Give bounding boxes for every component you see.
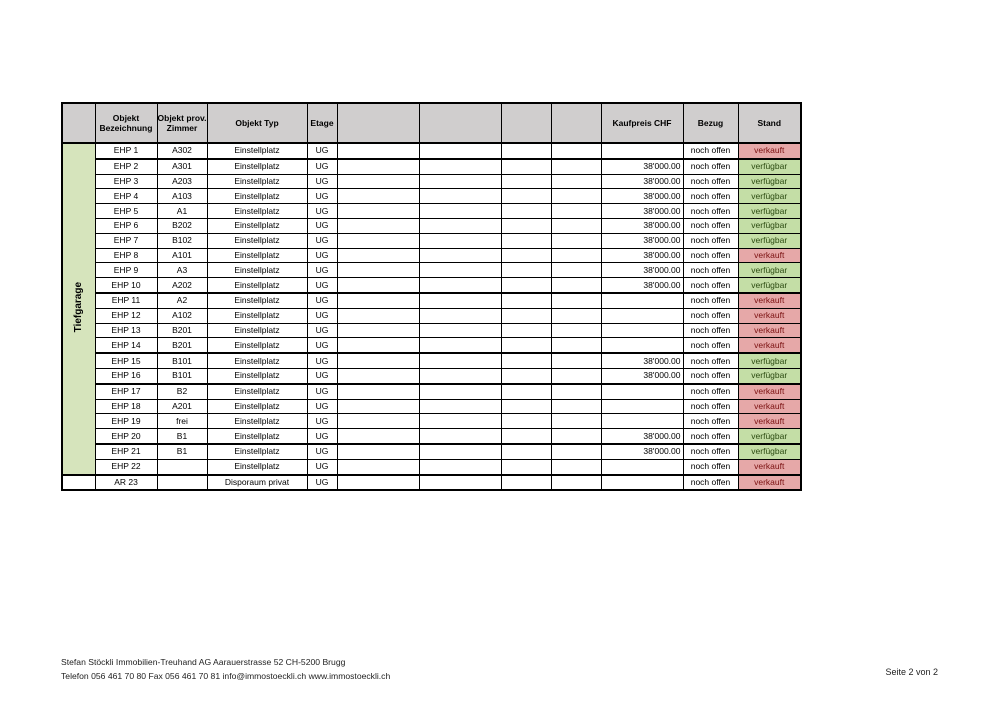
cell-bezeichnung: EHP 9 xyxy=(95,263,157,278)
footer-contact: Telefon 056 461 70 80 Fax 056 461 70 81 info@immostoeckli.ch www.immostoeckli.ch xyxy=(61,671,391,681)
cell-kaufpreis: 38'000.00 xyxy=(601,189,683,204)
cell-blank xyxy=(419,248,501,263)
cell-kaufpreis xyxy=(601,308,683,323)
cell-etage: UG xyxy=(307,159,337,174)
cell-blank xyxy=(337,293,419,308)
cell-zimmer: frei xyxy=(157,414,207,429)
table-row xyxy=(62,414,801,429)
cell-typ: Einstellplatz xyxy=(207,353,307,368)
cell-kaufpreis: 38'000.00 xyxy=(601,233,683,248)
cell-blank xyxy=(551,248,601,263)
header-stand: Stand xyxy=(738,103,801,143)
cell-typ: Einstellplatz xyxy=(207,368,307,383)
cell-blank xyxy=(551,278,601,293)
cell-blank xyxy=(419,159,501,174)
cell-bezug: noch offen xyxy=(683,368,738,383)
cell-blank xyxy=(551,189,601,204)
cell-etage: UG xyxy=(307,204,337,219)
cell-blank xyxy=(337,248,419,263)
cell-etage: UG xyxy=(307,475,337,491)
table-row xyxy=(62,429,801,444)
cell-kaufpreis: 38'000.00 xyxy=(601,429,683,444)
cell-blank xyxy=(551,159,601,174)
cell-blank xyxy=(551,174,601,189)
cell-typ: Einstellplatz xyxy=(207,323,307,338)
cell-zimmer: B101 xyxy=(157,353,207,368)
cell-bezug: noch offen xyxy=(683,233,738,248)
header-bezeichnung: Objekt Bezeichnung xyxy=(95,103,157,143)
cell-etage: UG xyxy=(307,368,337,383)
table-row xyxy=(62,233,801,248)
table-row xyxy=(62,323,801,338)
cell-stand: verkauft xyxy=(738,293,801,308)
header-zimmer: Objekt prov. Zimmer xyxy=(157,103,207,143)
cell-blank xyxy=(501,353,551,368)
table-row xyxy=(62,189,801,204)
cell-zimmer: B201 xyxy=(157,323,207,338)
cell-etage: UG xyxy=(307,323,337,338)
cell-bezug: noch offen xyxy=(683,399,738,414)
cell-bezeichnung: EHP 1 xyxy=(95,143,157,159)
cell-blank xyxy=(551,384,601,399)
cell-bezug: noch offen xyxy=(683,323,738,338)
cell-zimmer xyxy=(157,459,207,474)
cell-blank xyxy=(551,143,601,159)
cell-blank xyxy=(337,233,419,248)
cell-blank xyxy=(501,475,551,491)
cell-kaufpreis: 38'000.00 xyxy=(601,368,683,383)
cell-bezeichnung: EHP 13 xyxy=(95,323,157,338)
cell-blank xyxy=(501,233,551,248)
table-row xyxy=(62,174,801,189)
cell-bezeichnung: EHP 3 xyxy=(95,174,157,189)
table-row xyxy=(62,308,801,323)
cell-bezug: noch offen xyxy=(683,143,738,159)
cell-typ: Einstellplatz xyxy=(207,174,307,189)
cell-stand: verfügbar xyxy=(738,159,801,174)
cell-blank xyxy=(501,293,551,308)
cell-kaufpreis: 38'000.00 xyxy=(601,204,683,219)
cell-etage: UG xyxy=(307,353,337,368)
cell-bezug: noch offen xyxy=(683,293,738,308)
cell-bezeichnung: AR 23 xyxy=(95,475,157,491)
cell-blank xyxy=(337,444,419,459)
cell-bezeichnung: EHP 8 xyxy=(95,248,157,263)
cell-zimmer: A1 xyxy=(157,204,207,219)
cell-blank xyxy=(501,263,551,278)
cell-stand: verfügbar xyxy=(738,218,801,233)
cell-blank xyxy=(419,475,501,491)
cell-blank xyxy=(337,323,419,338)
page-number: Seite 2 von 2 xyxy=(885,667,938,677)
cell-bezeichnung: EHP 5 xyxy=(95,204,157,219)
cell-etage: UG xyxy=(307,218,337,233)
cell-typ: Einstellplatz xyxy=(207,233,307,248)
cell-zimmer: A2 xyxy=(157,293,207,308)
cell-blank xyxy=(419,323,501,338)
cell-blank xyxy=(551,459,601,474)
cell-blank xyxy=(419,174,501,189)
cell-etage: UG xyxy=(307,189,337,204)
cell-typ: Einstellplatz xyxy=(207,189,307,204)
cell-blank xyxy=(551,353,601,368)
cell-bezug: noch offen xyxy=(683,475,738,491)
header-blank-3 xyxy=(501,103,551,143)
cell-zimmer: B101 xyxy=(157,368,207,383)
cell-kaufpreis xyxy=(601,143,683,159)
cell-bezeichnung: EHP 11 xyxy=(95,293,157,308)
cell-blank xyxy=(337,308,419,323)
cell-blank xyxy=(501,414,551,429)
cell-bezug: noch offen xyxy=(683,278,738,293)
cell-etage: UG xyxy=(307,248,337,263)
cell-kaufpreis: 38'000.00 xyxy=(601,278,683,293)
cell-bezug: noch offen xyxy=(683,218,738,233)
cell-bezug: noch offen xyxy=(683,384,738,399)
cell-bezeichnung: EHP 7 xyxy=(95,233,157,248)
cell-bezeichnung: EHP 17 xyxy=(95,384,157,399)
cell-blank xyxy=(337,159,419,174)
cell-kaufpreis xyxy=(601,459,683,474)
cell-stand: verfügbar xyxy=(738,353,801,368)
cell-blank xyxy=(419,308,501,323)
cell-etage: UG xyxy=(307,399,337,414)
cell-typ: Einstellplatz xyxy=(207,429,307,444)
cell-blank xyxy=(337,414,419,429)
cell-blank xyxy=(419,204,501,219)
cell-blank xyxy=(419,414,501,429)
cell-kaufpreis: 38'000.00 xyxy=(601,353,683,368)
table-row xyxy=(62,368,801,383)
table-row xyxy=(62,353,801,368)
cell-zimmer: A3 xyxy=(157,263,207,278)
cell-bezug: noch offen xyxy=(683,459,738,474)
cell-zimmer: B1 xyxy=(157,444,207,459)
cell-bezug: noch offen xyxy=(683,414,738,429)
cell-etage: UG xyxy=(307,278,337,293)
cell-blank xyxy=(337,384,419,399)
cell-bezug: noch offen xyxy=(683,204,738,219)
table-row xyxy=(62,159,801,174)
cell-etage: UG xyxy=(307,308,337,323)
cell-blank xyxy=(501,444,551,459)
cell-blank xyxy=(551,475,601,491)
cell-blank xyxy=(337,368,419,383)
cell-blank xyxy=(501,278,551,293)
cell-bezeichnung: EHP 15 xyxy=(95,353,157,368)
cell-bezug: noch offen xyxy=(683,189,738,204)
cell-bezug: noch offen xyxy=(683,263,738,278)
cell-blank xyxy=(551,399,601,414)
cell-blank xyxy=(337,429,419,444)
cell-stand: verfügbar xyxy=(738,233,801,248)
cell-typ: Einstellplatz xyxy=(207,278,307,293)
cell-blank xyxy=(551,338,601,353)
cell-blank xyxy=(419,338,501,353)
cell-kaufpreis: 38'000.00 xyxy=(601,218,683,233)
cell-blank xyxy=(551,218,601,233)
cell-typ: Einstellplatz xyxy=(207,399,307,414)
cell-blank xyxy=(551,368,601,383)
cell-blank xyxy=(501,459,551,474)
cell-blank xyxy=(337,189,419,204)
cell-blank xyxy=(419,189,501,204)
cell-blank xyxy=(337,459,419,474)
table-row xyxy=(62,293,801,308)
cell-blank xyxy=(337,475,419,491)
cell-bezug: noch offen xyxy=(683,338,738,353)
group-empty-cell xyxy=(62,475,95,491)
cell-blank xyxy=(419,444,501,459)
cell-zimmer: B202 xyxy=(157,218,207,233)
cell-zimmer: A202 xyxy=(157,278,207,293)
cell-bezeichnung: EHP 19 xyxy=(95,414,157,429)
header-kaufpreis: Kaufpreis CHF xyxy=(601,103,683,143)
cell-blank xyxy=(501,429,551,444)
cell-stand: verfügbar xyxy=(738,174,801,189)
cell-kaufpreis: 38'000.00 xyxy=(601,159,683,174)
cell-kaufpreis: 38'000.00 xyxy=(601,174,683,189)
cell-zimmer: A201 xyxy=(157,399,207,414)
header-bezug: Bezug xyxy=(683,103,738,143)
cell-typ: Einstellplatz xyxy=(207,414,307,429)
cell-blank xyxy=(419,459,501,474)
cell-blank xyxy=(337,278,419,293)
cell-blank xyxy=(551,293,601,308)
cell-blank xyxy=(501,204,551,219)
cell-etage: UG xyxy=(307,384,337,399)
cell-typ: Einstellplatz xyxy=(207,143,307,159)
cell-etage: UG xyxy=(307,263,337,278)
cell-kaufpreis xyxy=(601,399,683,414)
footer-address: Stefan Stöckli Immobilien-Treuhand AG Aarauerstrasse 52 CH-5200 Brugg xyxy=(61,657,346,667)
cell-bezug: noch offen xyxy=(683,429,738,444)
property-table xyxy=(61,102,802,491)
cell-zimmer: B2 xyxy=(157,384,207,399)
cell-bezug: noch offen xyxy=(683,353,738,368)
cell-bezeichnung: EHP 18 xyxy=(95,399,157,414)
cell-zimmer: A101 xyxy=(157,248,207,263)
cell-typ: Einstellplatz xyxy=(207,204,307,219)
cell-blank xyxy=(501,159,551,174)
cell-zimmer: A301 xyxy=(157,159,207,174)
cell-blank xyxy=(419,263,501,278)
cell-etage: UG xyxy=(307,414,337,429)
cell-blank xyxy=(419,353,501,368)
cell-kaufpreis xyxy=(601,338,683,353)
cell-typ: Einstellplatz xyxy=(207,159,307,174)
cell-blank xyxy=(337,174,419,189)
cell-blank xyxy=(337,218,419,233)
cell-zimmer: B102 xyxy=(157,233,207,248)
cell-etage: UG xyxy=(307,429,337,444)
header-etage: Etage xyxy=(307,103,337,143)
cell-stand: verkauft xyxy=(738,338,801,353)
table-row xyxy=(62,218,801,233)
cell-blank xyxy=(501,323,551,338)
header-blank-4 xyxy=(551,103,601,143)
cell-blank xyxy=(551,323,601,338)
cell-bezeichnung: EHP 16 xyxy=(95,368,157,383)
cell-kaufpreis: 38'000.00 xyxy=(601,263,683,278)
cell-bezug: noch offen xyxy=(683,444,738,459)
table-body xyxy=(62,143,801,490)
group-label-cell xyxy=(62,143,95,475)
cell-stand: verfügbar xyxy=(738,189,801,204)
cell-kaufpreis xyxy=(601,475,683,491)
cell-stand: verkauft xyxy=(738,384,801,399)
header-typ: Objekt Typ xyxy=(207,103,307,143)
cell-blank xyxy=(501,368,551,383)
group-label: Tiefgarage xyxy=(73,281,85,332)
cell-blank xyxy=(551,414,601,429)
cell-bezug: noch offen xyxy=(683,248,738,263)
cell-blank xyxy=(501,399,551,414)
cell-kaufpreis xyxy=(601,323,683,338)
cell-etage: UG xyxy=(307,174,337,189)
cell-bezeichnung: EHP 14 xyxy=(95,338,157,353)
table-row xyxy=(62,204,801,219)
cell-blank xyxy=(551,263,601,278)
cell-stand: verkauft xyxy=(738,323,801,338)
cell-blank xyxy=(419,399,501,414)
cell-bezeichnung: EHP 10 xyxy=(95,278,157,293)
cell-zimmer xyxy=(157,475,207,491)
cell-blank xyxy=(337,338,419,353)
cell-bezeichnung: EHP 20 xyxy=(95,429,157,444)
cell-stand: verfügbar xyxy=(738,263,801,278)
cell-etage: UG xyxy=(307,338,337,353)
cell-blank xyxy=(501,189,551,204)
cell-blank xyxy=(419,368,501,383)
cell-blank xyxy=(501,174,551,189)
cell-blank xyxy=(551,308,601,323)
cell-stand: verkauft xyxy=(738,475,801,491)
cell-blank xyxy=(501,338,551,353)
cell-bezeichnung: EHP 6 xyxy=(95,218,157,233)
cell-kaufpreis: 38'000.00 xyxy=(601,248,683,263)
cell-stand: verkauft xyxy=(738,399,801,414)
table-row xyxy=(62,459,801,474)
table-row xyxy=(62,248,801,263)
footer xyxy=(61,655,390,683)
cell-kaufpreis xyxy=(601,293,683,308)
cell-blank xyxy=(501,143,551,159)
cell-blank xyxy=(419,143,501,159)
cell-stand: verkauft xyxy=(738,308,801,323)
cell-zimmer: B1 xyxy=(157,429,207,444)
cell-blank xyxy=(501,218,551,233)
cell-typ: Einstellplatz xyxy=(207,263,307,278)
cell-blank xyxy=(337,399,419,414)
cell-stand: verfügbar xyxy=(738,444,801,459)
cell-blank xyxy=(337,204,419,219)
cell-etage: UG xyxy=(307,459,337,474)
cell-typ: Einstellplatz xyxy=(207,248,307,263)
table-row xyxy=(62,399,801,414)
table-row xyxy=(62,263,801,278)
table-row xyxy=(62,444,801,459)
cell-zimmer: B201 xyxy=(157,338,207,353)
cell-etage: UG xyxy=(307,444,337,459)
table-row xyxy=(62,278,801,293)
cell-typ: Einstellplatz xyxy=(207,338,307,353)
cell-kaufpreis xyxy=(601,384,683,399)
cell-blank xyxy=(501,248,551,263)
cell-stand: verkauft xyxy=(738,459,801,474)
cell-blank xyxy=(419,278,501,293)
cell-blank xyxy=(419,233,501,248)
cell-etage: UG xyxy=(307,233,337,248)
cell-blank xyxy=(551,233,601,248)
cell-blank xyxy=(551,444,601,459)
cell-blank xyxy=(551,204,601,219)
cell-blank xyxy=(337,143,419,159)
cell-typ: Einstellplatz xyxy=(207,459,307,474)
cell-zimmer: A203 xyxy=(157,174,207,189)
cell-typ: Einstellplatz xyxy=(207,218,307,233)
cell-typ: Einstellplatz xyxy=(207,444,307,459)
cell-stand: verfügbar xyxy=(738,278,801,293)
table-row xyxy=(62,143,801,159)
cell-bezeichnung: EHP 2 xyxy=(95,159,157,174)
cell-typ: Einstellplatz xyxy=(207,308,307,323)
cell-stand: verkauft xyxy=(738,414,801,429)
cell-blank xyxy=(501,384,551,399)
cell-bezeichnung: EHP 12 xyxy=(95,308,157,323)
cell-etage: UG xyxy=(307,143,337,159)
cell-kaufpreis: 38'000.00 xyxy=(601,444,683,459)
cell-bezug: noch offen xyxy=(683,159,738,174)
cell-blank xyxy=(419,218,501,233)
cell-bezeichnung: EHP 22 xyxy=(95,459,157,474)
header-blank-1 xyxy=(337,103,419,143)
cell-stand: verkauft xyxy=(738,143,801,159)
header-blank-2 xyxy=(419,103,501,143)
cell-typ: Einstellplatz xyxy=(207,293,307,308)
cell-typ: Disporaum privat xyxy=(207,475,307,491)
table-row xyxy=(62,475,801,491)
cell-zimmer: A302 xyxy=(157,143,207,159)
cell-blank xyxy=(419,429,501,444)
cell-blank xyxy=(501,308,551,323)
cell-blank xyxy=(419,384,501,399)
cell-stand: verkauft xyxy=(738,248,801,263)
header-row xyxy=(62,103,801,143)
cell-bezug: noch offen xyxy=(683,174,738,189)
table-row xyxy=(62,384,801,399)
cell-bezug: noch offen xyxy=(683,308,738,323)
cell-stand: verfügbar xyxy=(738,368,801,383)
cell-kaufpreis xyxy=(601,414,683,429)
table-row xyxy=(62,338,801,353)
cell-blank xyxy=(337,263,419,278)
cell-typ: Einstellplatz xyxy=(207,384,307,399)
cell-bezeichnung: EHP 4 xyxy=(95,189,157,204)
cell-zimmer: A102 xyxy=(157,308,207,323)
cell-blank xyxy=(337,353,419,368)
cell-blank xyxy=(419,293,501,308)
cell-etage: UG xyxy=(307,293,337,308)
cell-blank xyxy=(551,429,601,444)
cell-bezeichnung: EHP 21 xyxy=(95,444,157,459)
cell-zimmer: A103 xyxy=(157,189,207,204)
header-corner xyxy=(62,103,95,143)
cell-stand: verfügbar xyxy=(738,204,801,219)
cell-stand: verfügbar xyxy=(738,429,801,444)
